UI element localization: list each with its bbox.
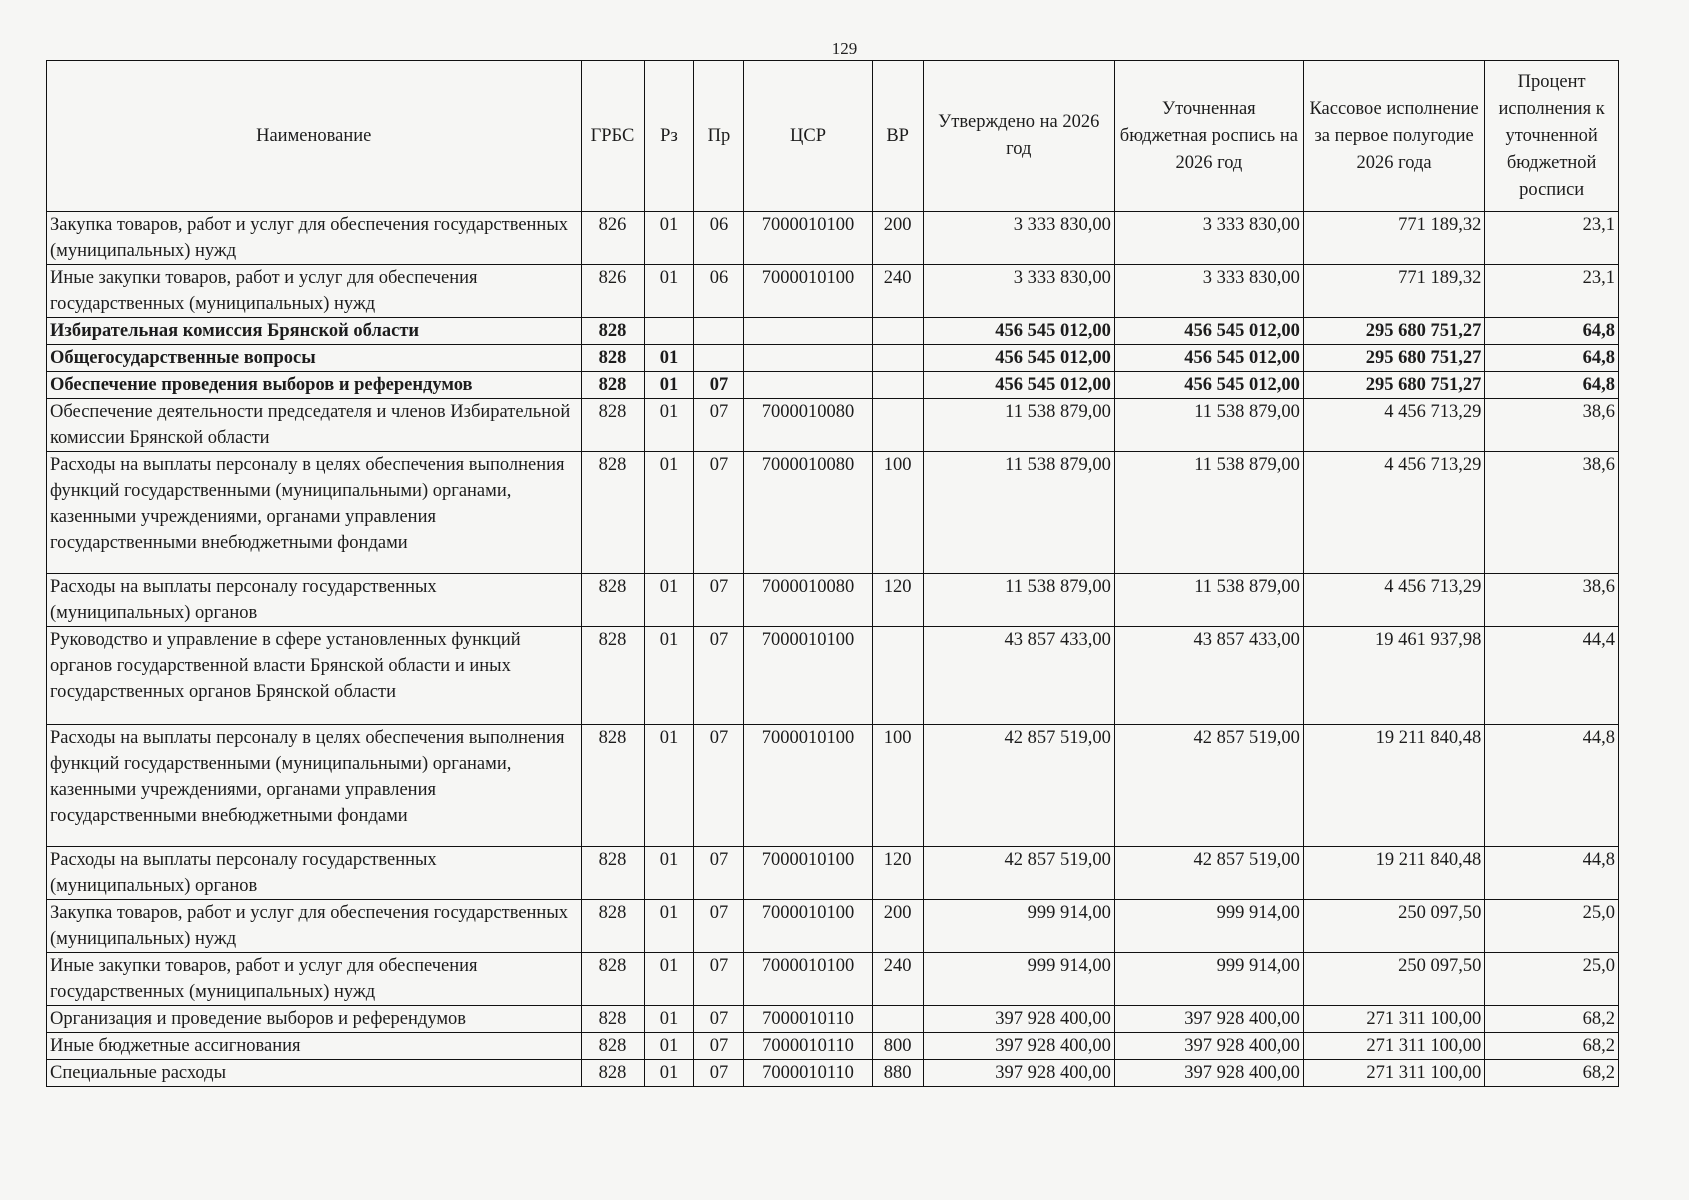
cell-name: Иные бюджетные ассигнования xyxy=(47,1033,582,1060)
cell-name: Иные закупки товаров, работ и услуг для обеспечения государственных (муниципальных) нужд xyxy=(47,265,582,318)
cell-pr: 07 xyxy=(694,725,744,847)
cell-csr: 7000010100 xyxy=(744,847,872,900)
table-row xyxy=(47,627,1619,725)
cell-rz: 01 xyxy=(644,953,694,1006)
cell-refined: 397 928 400,00 xyxy=(1114,1060,1303,1087)
cell-pr xyxy=(694,345,744,372)
cell-cash: 250 097,50 xyxy=(1303,900,1484,953)
table-row xyxy=(47,725,1619,847)
cell-pr: 07 xyxy=(694,900,744,953)
cell-cash: 19 211 840,48 xyxy=(1303,725,1484,847)
table-row xyxy=(47,345,1619,372)
cell-grbs: 828 xyxy=(581,452,644,574)
cell-refined: 999 914,00 xyxy=(1114,900,1303,953)
cell-refined: 456 545 012,00 xyxy=(1114,345,1303,372)
cell-vr xyxy=(872,399,923,452)
cell-grbs: 828 xyxy=(581,1033,644,1060)
cell-cash: 19 461 937,98 xyxy=(1303,627,1484,725)
cell-name: Обеспечение проведения выборов и референдумов xyxy=(47,372,582,399)
cell-rz: 01 xyxy=(644,847,694,900)
cell-vr: 200 xyxy=(872,900,923,953)
cell-csr: 7000010100 xyxy=(744,953,872,1006)
cell-pr: 07 xyxy=(694,953,744,1006)
cell-approved: 3 333 830,00 xyxy=(923,265,1114,318)
cell-name: Расходы на выплаты персоналу государственных (муниципальных) органов xyxy=(47,847,582,900)
cell-cash: 295 680 751,27 xyxy=(1303,318,1484,345)
header-grbs: ГРБС xyxy=(581,61,644,212)
cell-percent: 38,6 xyxy=(1485,452,1619,574)
cell-name: Расходы на выплаты персоналу в целях обеспечения выполнения функций государственными (муниципальными) органами, казенными учреждениями, органами управления государственными внебюджетными фондами xyxy=(47,452,582,574)
header-cash: Кассовое исполнение за первое полугодие 2026 года xyxy=(1303,61,1484,212)
cell-grbs: 828 xyxy=(581,1006,644,1033)
table-row xyxy=(47,399,1619,452)
cell-pr: 07 xyxy=(694,574,744,627)
cell-vr: 120 xyxy=(872,574,923,627)
table-body xyxy=(47,212,1619,1087)
cell-name: Иные закупки товаров, работ и услуг для обеспечения государственных (муниципальных) нужд xyxy=(47,953,582,1006)
cell-approved: 999 914,00 xyxy=(923,900,1114,953)
cell-approved: 43 857 433,00 xyxy=(923,627,1114,725)
cell-grbs: 828 xyxy=(581,1060,644,1087)
cell-rz: 01 xyxy=(644,574,694,627)
cell-refined: 3 333 830,00 xyxy=(1114,212,1303,265)
cell-grbs: 828 xyxy=(581,900,644,953)
cell-approved: 11 538 879,00 xyxy=(923,452,1114,574)
cell-rz: 01 xyxy=(644,1033,694,1060)
cell-name: Расходы на выплаты персоналу в целях обеспечения выполнения функций государственными (муниципальными) органами, казенными учреждениями, органами управления государственными внебюджетными фондами xyxy=(47,725,582,847)
header-vr: ВР xyxy=(872,61,923,212)
cell-name: Избирательная комиссия Брянской области xyxy=(47,318,582,345)
header-percent: Процент исполнения к уточненной бюджетной росписи xyxy=(1485,61,1619,212)
table-row xyxy=(47,318,1619,345)
cell-vr xyxy=(872,1006,923,1033)
cell-csr: 7000010080 xyxy=(744,399,872,452)
cell-pr: 07 xyxy=(694,1033,744,1060)
table-row xyxy=(47,1006,1619,1033)
cell-vr: 120 xyxy=(872,847,923,900)
cell-rz xyxy=(644,318,694,345)
cell-grbs: 828 xyxy=(581,627,644,725)
cell-vr: 240 xyxy=(872,953,923,1006)
cell-pr xyxy=(694,318,744,345)
cell-name: Обеспечение деятельности председателя и членов Избирательной комиссии Брянской области xyxy=(47,399,582,452)
cell-vr: 800 xyxy=(872,1033,923,1060)
cell-grbs: 828 xyxy=(581,318,644,345)
cell-vr xyxy=(872,372,923,399)
cell-csr: 7000010100 xyxy=(744,900,872,953)
cell-vr: 200 xyxy=(872,212,923,265)
cell-refined: 11 538 879,00 xyxy=(1114,574,1303,627)
cell-rz: 01 xyxy=(644,372,694,399)
cell-refined: 999 914,00 xyxy=(1114,953,1303,1006)
cell-csr: 7000010080 xyxy=(744,452,872,574)
cell-refined: 11 538 879,00 xyxy=(1114,452,1303,574)
cell-approved: 42 857 519,00 xyxy=(923,725,1114,847)
cell-rz: 01 xyxy=(644,345,694,372)
table-row xyxy=(47,212,1619,265)
cell-pr: 06 xyxy=(694,265,744,318)
cell-csr: 7000010110 xyxy=(744,1033,872,1060)
cell-percent: 64,8 xyxy=(1485,318,1619,345)
cell-vr: 880 xyxy=(872,1060,923,1087)
table-row xyxy=(47,953,1619,1006)
cell-percent: 64,8 xyxy=(1485,372,1619,399)
cell-pr: 07 xyxy=(694,452,744,574)
header-pr: Пр xyxy=(694,61,744,212)
cell-csr: 7000010100 xyxy=(744,212,872,265)
cell-csr xyxy=(744,345,872,372)
cell-percent: 68,2 xyxy=(1485,1060,1619,1087)
cell-rz: 01 xyxy=(644,627,694,725)
cell-rz: 01 xyxy=(644,212,694,265)
cell-cash: 19 211 840,48 xyxy=(1303,847,1484,900)
table-row xyxy=(47,1060,1619,1087)
cell-rz: 01 xyxy=(644,1006,694,1033)
cell-grbs: 828 xyxy=(581,345,644,372)
cell-percent: 44,8 xyxy=(1485,725,1619,847)
cell-refined: 397 928 400,00 xyxy=(1114,1033,1303,1060)
cell-refined: 11 538 879,00 xyxy=(1114,399,1303,452)
cell-approved: 11 538 879,00 xyxy=(923,399,1114,452)
cell-grbs: 828 xyxy=(581,372,644,399)
cell-name: Расходы на выплаты персоналу государственных (муниципальных) органов xyxy=(47,574,582,627)
cell-percent: 68,2 xyxy=(1485,1033,1619,1060)
cell-refined: 42 857 519,00 xyxy=(1114,725,1303,847)
cell-percent: 23,1 xyxy=(1485,212,1619,265)
cell-grbs: 828 xyxy=(581,399,644,452)
cell-csr xyxy=(744,372,872,399)
cell-percent: 38,6 xyxy=(1485,399,1619,452)
cell-csr: 7000010110 xyxy=(744,1006,872,1033)
cell-rz: 01 xyxy=(644,900,694,953)
cell-approved: 999 914,00 xyxy=(923,953,1114,1006)
cell-cash: 271 311 100,00 xyxy=(1303,1033,1484,1060)
table-row xyxy=(47,847,1619,900)
cell-approved: 3 333 830,00 xyxy=(923,212,1114,265)
cell-approved: 456 545 012,00 xyxy=(923,372,1114,399)
cell-percent: 25,0 xyxy=(1485,900,1619,953)
cell-cash: 4 456 713,29 xyxy=(1303,399,1484,452)
cell-name: Общегосударственные вопросы xyxy=(47,345,582,372)
table-row xyxy=(47,574,1619,627)
cell-rz: 01 xyxy=(644,1060,694,1087)
header-rz: Рз xyxy=(644,61,694,212)
cell-name: Руководство и управление в сфере установленных функций органов государственной власти Брянской области и иных государственных органов Брянской области xyxy=(47,627,582,725)
cell-pr: 07 xyxy=(694,847,744,900)
cell-grbs: 828 xyxy=(581,953,644,1006)
cell-cash: 271 311 100,00 xyxy=(1303,1006,1484,1033)
cell-approved: 397 928 400,00 xyxy=(923,1060,1114,1087)
cell-vr: 100 xyxy=(872,725,923,847)
cell-grbs: 826 xyxy=(581,212,644,265)
cell-pr: 07 xyxy=(694,399,744,452)
cell-percent: 38,6 xyxy=(1485,574,1619,627)
cell-vr: 100 xyxy=(872,452,923,574)
table-row xyxy=(47,900,1619,953)
cell-rz: 01 xyxy=(644,725,694,847)
table-row xyxy=(47,265,1619,318)
cell-pr: 07 xyxy=(694,1006,744,1033)
cell-percent: 68,2 xyxy=(1485,1006,1619,1033)
cell-name: Закупка товаров, работ и услуг для обеспечения государственных (муниципальных) нужд xyxy=(47,212,582,265)
table-row xyxy=(47,1033,1619,1060)
cell-percent: 23,1 xyxy=(1485,265,1619,318)
cell-csr: 7000010080 xyxy=(744,574,872,627)
cell-approved: 42 857 519,00 xyxy=(923,847,1114,900)
cell-cash: 250 097,50 xyxy=(1303,953,1484,1006)
table-header-row xyxy=(47,61,1619,212)
cell-cash: 271 311 100,00 xyxy=(1303,1060,1484,1087)
cell-vr xyxy=(872,627,923,725)
cell-cash: 4 456 713,29 xyxy=(1303,574,1484,627)
cell-cash: 4 456 713,29 xyxy=(1303,452,1484,574)
cell-name: Закупка товаров, работ и услуг для обеспечения государственных (муниципальных) нужд xyxy=(47,900,582,953)
cell-rz: 01 xyxy=(644,399,694,452)
cell-grbs: 828 xyxy=(581,847,644,900)
cell-vr xyxy=(872,345,923,372)
cell-refined: 456 545 012,00 xyxy=(1114,318,1303,345)
cell-rz: 01 xyxy=(644,265,694,318)
page-number: 129 xyxy=(831,39,858,58)
cell-cash: 771 189,32 xyxy=(1303,265,1484,318)
cell-pr: 06 xyxy=(694,212,744,265)
cell-csr xyxy=(744,318,872,345)
table-row xyxy=(47,372,1619,399)
cell-approved: 397 928 400,00 xyxy=(923,1006,1114,1033)
cell-approved: 456 545 012,00 xyxy=(923,318,1114,345)
cell-pr: 07 xyxy=(694,372,744,399)
cell-grbs: 828 xyxy=(581,574,644,627)
cell-percent: 25,0 xyxy=(1485,953,1619,1006)
cell-csr: 7000010110 xyxy=(744,1060,872,1087)
cell-percent: 64,8 xyxy=(1485,345,1619,372)
cell-approved: 11 538 879,00 xyxy=(923,574,1114,627)
cell-refined: 3 333 830,00 xyxy=(1114,265,1303,318)
cell-rz: 01 xyxy=(644,452,694,574)
cell-percent: 44,8 xyxy=(1485,847,1619,900)
header-approved: Утверждено на 2026 год xyxy=(923,61,1114,212)
cell-csr: 7000010100 xyxy=(744,725,872,847)
cell-cash: 295 680 751,27 xyxy=(1303,345,1484,372)
cell-cash: 771 189,32 xyxy=(1303,212,1484,265)
cell-refined: 42 857 519,00 xyxy=(1114,847,1303,900)
cell-name: Специальные расходы xyxy=(47,1060,582,1087)
cell-csr: 7000010100 xyxy=(744,627,872,725)
cell-grbs: 826 xyxy=(581,265,644,318)
cell-percent: 44,4 xyxy=(1485,627,1619,725)
table-row xyxy=(47,452,1619,574)
cell-csr: 7000010100 xyxy=(744,265,872,318)
cell-refined: 43 857 433,00 xyxy=(1114,627,1303,725)
header-csr: ЦСР xyxy=(744,61,872,212)
cell-refined: 456 545 012,00 xyxy=(1114,372,1303,399)
header-refined: Уточненная бюджетная роспись на 2026 год xyxy=(1114,61,1303,212)
cell-pr: 07 xyxy=(694,627,744,725)
cell-grbs: 828 xyxy=(581,725,644,847)
cell-refined: 397 928 400,00 xyxy=(1114,1006,1303,1033)
cell-vr: 240 xyxy=(872,265,923,318)
cell-vr xyxy=(872,318,923,345)
cell-cash: 295 680 751,27 xyxy=(1303,372,1484,399)
cell-approved: 456 545 012,00 xyxy=(923,345,1114,372)
budget-execution-table xyxy=(46,60,1619,1087)
cell-approved: 397 928 400,00 xyxy=(923,1033,1114,1060)
cell-pr: 07 xyxy=(694,1060,744,1087)
header-name: Наименование xyxy=(47,61,582,212)
cell-name: Организация и проведение выборов и референдумов xyxy=(47,1006,582,1033)
